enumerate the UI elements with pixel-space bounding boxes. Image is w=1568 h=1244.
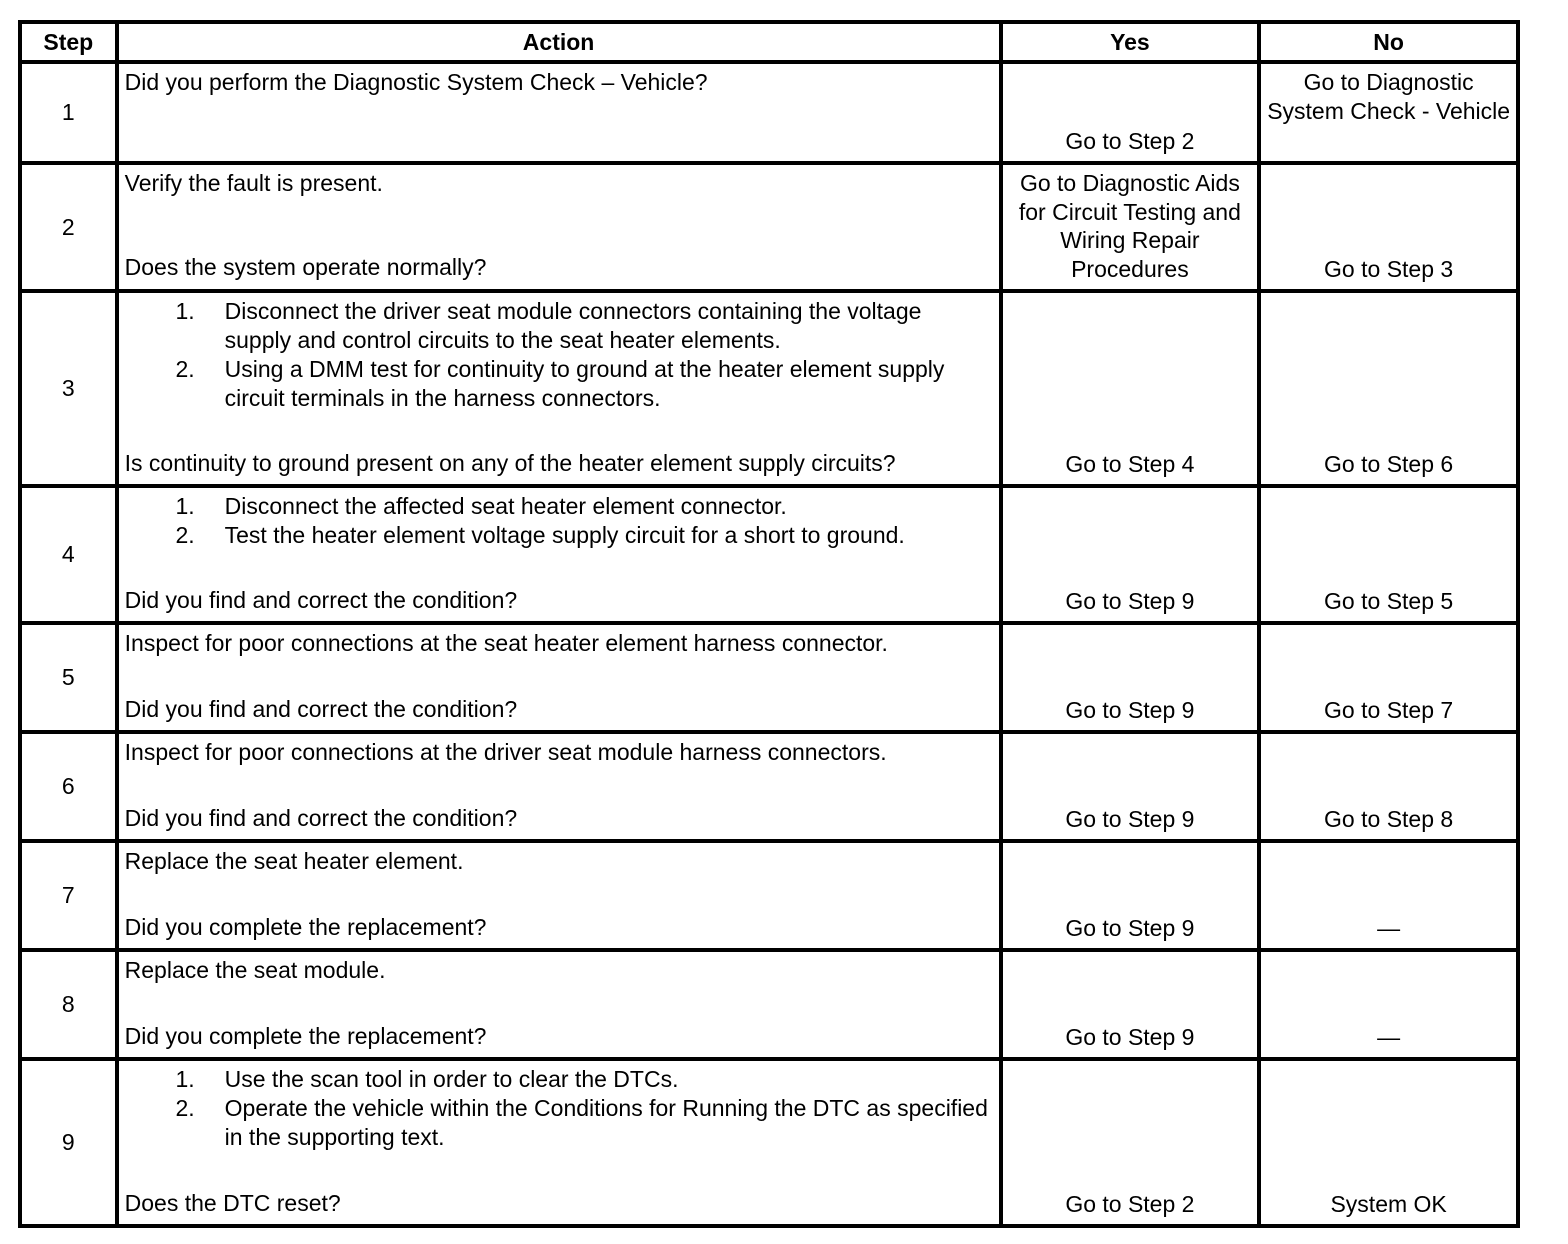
action-instructions	[125, 1065, 993, 1152]
step-number: 7	[20, 841, 117, 950]
step-number: 8	[20, 950, 117, 1059]
action-cell	[117, 623, 1001, 732]
action-step-item	[125, 1065, 993, 1094]
action-instructions	[125, 297, 993, 413]
action-step-number: 1.	[175, 298, 195, 324]
action-text: Verify the fault is present.	[124, 170, 383, 196]
table-row	[20, 841, 1518, 950]
action-step-text: Test the heater element voltage supply circuit for a short to ground.	[224, 522, 905, 548]
yes-answer: Go to Step 9	[1001, 486, 1260, 623]
table-row	[20, 291, 1518, 486]
action-question: Does the DTC reset?	[124, 1190, 341, 1216]
action-step-list	[125, 297, 993, 413]
step-number: 1	[20, 62, 117, 163]
action-step-list	[125, 492, 993, 550]
action-question: Did you find and correct the condition?	[124, 805, 518, 831]
action-cell	[117, 841, 1001, 950]
yes-answer: Go to Step 9	[1001, 950, 1260, 1059]
action-instructions	[125, 68, 993, 97]
yes-answer: Go to Step 9	[1001, 623, 1260, 732]
action-cell	[117, 163, 1001, 291]
action-content	[125, 847, 993, 942]
action-instructions	[125, 629, 993, 658]
action-question: Did you complete the replacement?	[124, 1023, 487, 1049]
table-row	[20, 163, 1518, 291]
action-content	[125, 169, 993, 282]
action-question: Did you find and correct the condition?	[124, 696, 518, 722]
diagnostic-table	[18, 20, 1520, 1228]
table-row	[20, 1059, 1518, 1226]
no-answer: —	[1259, 841, 1518, 950]
step-number: 5	[20, 623, 117, 732]
table-body	[20, 62, 1518, 1226]
header-action: Action	[117, 22, 1001, 62]
step-number: 9	[20, 1059, 117, 1226]
action-instructions	[125, 169, 993, 198]
no-answer: System OK	[1259, 1059, 1518, 1226]
action-question: Did you find and correct the condition?	[124, 587, 518, 613]
yes-answer: Go to Step 9	[1001, 732, 1260, 841]
action-question: Did you complete the replacement?	[124, 914, 487, 940]
action-instructions	[125, 956, 993, 985]
yes-answer: Go to Step 4	[1001, 291, 1260, 486]
action-instructions	[125, 738, 993, 767]
action-step-list	[125, 1065, 993, 1152]
action-content	[125, 629, 993, 724]
no-answer: Go to Step 6	[1259, 291, 1518, 486]
action-step-item	[125, 355, 993, 413]
yes-answer: Go to Diagnostic Aids for Circuit Testing and Wiring Repair Procedures	[1001, 163, 1260, 291]
action-step-number: 2.	[175, 522, 195, 548]
action-step-text: Use the scan tool in order to clear the DTCs.	[224, 1066, 679, 1092]
no-answer: Go to Step 5	[1259, 486, 1518, 623]
action-content	[125, 956, 993, 1051]
no-answer: Go to Step 8	[1259, 732, 1518, 841]
yes-answer: Go to Step 9	[1001, 841, 1260, 950]
action-cell	[117, 1059, 1001, 1226]
action-text: Did you perform the Diagnostic System Check – Vehicle?	[124, 69, 708, 95]
yes-answer: Go to Step 2	[1001, 1059, 1260, 1226]
action-step-text: Operate the vehicle within the Conditions for Running the DTC as specified in the supporting text.	[224, 1095, 988, 1150]
action-cell	[117, 62, 1001, 163]
step-number: 4	[20, 486, 117, 623]
header-yes: Yes	[1001, 22, 1260, 62]
action-content	[125, 68, 993, 155]
action-step-item	[125, 492, 993, 521]
action-step-number: 2.	[175, 356, 195, 382]
step-number: 6	[20, 732, 117, 841]
action-text: Replace the seat module.	[124, 957, 386, 983]
action-step-number: 1.	[175, 493, 195, 519]
action-step-text: Disconnect the driver seat module connectors containing the voltage supply and control circuits to the seat heater elements.	[224, 298, 922, 353]
action-content	[125, 297, 993, 478]
action-instructions	[125, 492, 993, 550]
action-cell	[117, 291, 1001, 486]
action-instructions	[125, 847, 993, 876]
table-row	[20, 732, 1518, 841]
action-step-text: Using a DMM test for continuity to ground at the heater element supply circuit terminals in the harness connectors.	[224, 356, 945, 411]
action-content	[125, 1065, 993, 1218]
table-row	[20, 62, 1518, 163]
header-step: Step	[20, 22, 117, 62]
no-answer: —	[1259, 950, 1518, 1059]
action-step-item	[125, 521, 993, 550]
table-row	[20, 623, 1518, 732]
step-number: 3	[20, 291, 117, 486]
action-cell	[117, 950, 1001, 1059]
action-step-item	[125, 1094, 993, 1152]
action-content	[125, 738, 993, 833]
action-cell	[117, 732, 1001, 841]
action-text: Inspect for poor connections at the driver seat module harness connectors.	[124, 739, 887, 765]
no-answer: Go to Step 7	[1259, 623, 1518, 732]
header-row	[20, 22, 1518, 62]
action-step-number: 1.	[175, 1066, 195, 1092]
action-content	[125, 492, 993, 615]
header-no: No	[1259, 22, 1518, 62]
yes-answer: Go to Step 2	[1001, 62, 1260, 163]
action-step-number: 2.	[175, 1095, 195, 1121]
table-row	[20, 950, 1518, 1059]
step-number: 2	[20, 163, 117, 291]
action-text: Replace the seat heater element.	[124, 848, 464, 874]
action-question: Is continuity to ground present on any of the heater element supply circuits?	[124, 450, 896, 476]
action-step-item	[125, 297, 993, 355]
action-step-text: Disconnect the affected seat heater element connector.	[224, 493, 787, 519]
no-answer: Go to Diagnostic System Check - Vehicle	[1259, 62, 1518, 163]
action-text: Inspect for poor connections at the seat heater element harness connector.	[124, 630, 888, 656]
action-cell	[117, 486, 1001, 623]
no-answer: Go to Step 3	[1259, 163, 1518, 291]
table-row	[20, 486, 1518, 623]
action-question: Does the system operate normally?	[124, 254, 487, 280]
